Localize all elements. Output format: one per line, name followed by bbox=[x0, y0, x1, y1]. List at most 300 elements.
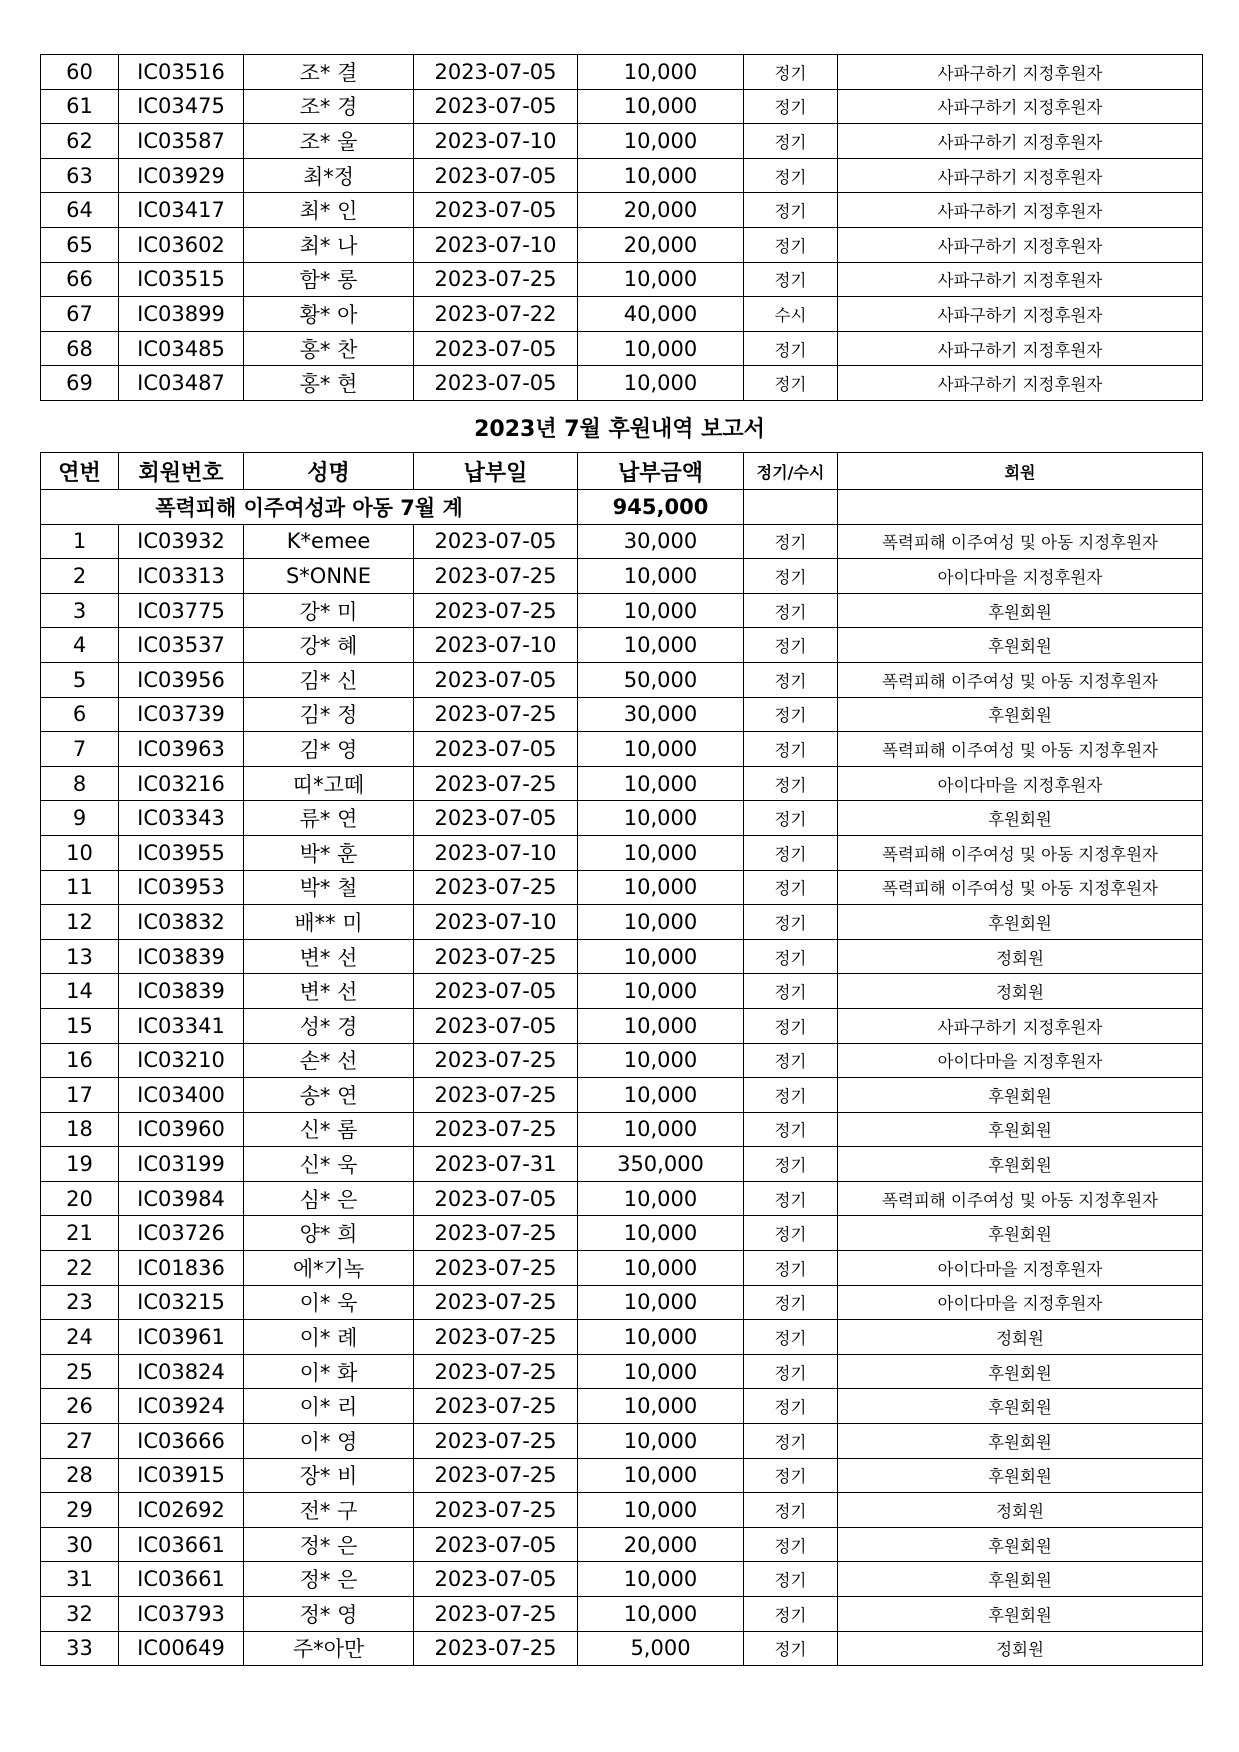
member-id: IC03824 bbox=[119, 1354, 244, 1389]
member-id: IC03400 bbox=[119, 1078, 244, 1113]
table-row bbox=[41, 1458, 1203, 1493]
member-id: IC03341 bbox=[119, 1008, 244, 1043]
payment-amount: 10,000 bbox=[578, 1354, 744, 1389]
payment-amount: 10,000 bbox=[578, 1597, 744, 1632]
member-type: 사파구하기 지정후원자 bbox=[838, 262, 1203, 297]
payment-amount: 50,000 bbox=[578, 662, 744, 697]
member-name: 류* 연 bbox=[244, 801, 414, 836]
member-id: IC03537 bbox=[119, 628, 244, 663]
payment-date: 2023-07-25 bbox=[414, 1458, 578, 1493]
table-row bbox=[41, 593, 1203, 628]
member-id: IC01836 bbox=[119, 1251, 244, 1286]
payment-amount: 10,000 bbox=[578, 732, 744, 767]
payment-type: 정기 bbox=[744, 801, 838, 836]
member-type: 후원회원 bbox=[838, 801, 1203, 836]
subtotal-label: 폭력피해 이주여성과 아동 7월 계 bbox=[41, 490, 578, 525]
table-row bbox=[41, 158, 1203, 193]
member-type: 아이다마을 지정후원자 bbox=[838, 1043, 1203, 1078]
table-row bbox=[41, 124, 1203, 159]
member-id: IC00649 bbox=[119, 1631, 244, 1666]
table-row bbox=[41, 697, 1203, 732]
row-index: 6 bbox=[41, 697, 119, 732]
row-index: 12 bbox=[41, 905, 119, 940]
payment-type: 정기 bbox=[744, 524, 838, 559]
payment-date: 2023-07-05 bbox=[414, 89, 578, 124]
row-index: 19 bbox=[41, 1147, 119, 1182]
payment-type: 정기 bbox=[744, 158, 838, 193]
table-row bbox=[41, 939, 1203, 974]
member-name: 이* 화 bbox=[244, 1354, 414, 1389]
table-row bbox=[41, 262, 1203, 297]
subtotal-row bbox=[41, 490, 1203, 525]
member-type: 후원회원 bbox=[838, 1147, 1203, 1182]
payment-type: 정기 bbox=[744, 1285, 838, 1320]
member-type: 후원회원 bbox=[838, 1112, 1203, 1147]
payment-date: 2023-07-10 bbox=[414, 835, 578, 870]
table-row bbox=[41, 1008, 1203, 1043]
header-type: 정기/수시 bbox=[744, 453, 838, 490]
payment-type: 정기 bbox=[744, 870, 838, 905]
table-row bbox=[41, 1216, 1203, 1251]
row-index: 11 bbox=[41, 870, 119, 905]
payment-date: 2023-07-25 bbox=[414, 1043, 578, 1078]
member-name: 이* 영 bbox=[244, 1424, 414, 1459]
row-index: 31 bbox=[41, 1562, 119, 1597]
member-type: 폭력피해 이주여성 및 아동 지정후원자 bbox=[838, 1181, 1203, 1216]
member-name: 정* 은 bbox=[244, 1562, 414, 1597]
payment-amount: 10,000 bbox=[578, 870, 744, 905]
header-member-id: 회원번호 bbox=[119, 453, 244, 490]
member-id: IC03417 bbox=[119, 193, 244, 228]
table-row bbox=[41, 1389, 1203, 1424]
member-type: 사파구하기 지정후원자 bbox=[838, 1008, 1203, 1043]
member-name: 조* 결 bbox=[244, 55, 414, 90]
member-type: 사파구하기 지정후원자 bbox=[838, 55, 1203, 90]
table-row bbox=[41, 801, 1203, 836]
member-id: IC03984 bbox=[119, 1181, 244, 1216]
payment-type: 정기 bbox=[744, 1458, 838, 1493]
member-type: 후원회원 bbox=[838, 1424, 1203, 1459]
table-row bbox=[41, 227, 1203, 262]
payment-amount: 10,000 bbox=[578, 1181, 744, 1216]
payment-amount: 10,000 bbox=[578, 1493, 744, 1528]
member-name: 강* 미 bbox=[244, 593, 414, 628]
payment-type: 정기 bbox=[744, 262, 838, 297]
member-type: 사파구하기 지정후원자 bbox=[838, 89, 1203, 124]
subtotal-amount: 945,000 bbox=[578, 490, 744, 525]
payment-date: 2023-07-05 bbox=[414, 662, 578, 697]
row-index: 29 bbox=[41, 1493, 119, 1528]
member-type: 사파구하기 지정후원자 bbox=[838, 366, 1203, 401]
member-id: IC03661 bbox=[119, 1562, 244, 1597]
payment-type: 정기 bbox=[744, 124, 838, 159]
payment-amount: 10,000 bbox=[578, 628, 744, 663]
member-type: 폭력피해 이주여성 및 아동 지정후원자 bbox=[838, 870, 1203, 905]
table-row bbox=[41, 1251, 1203, 1286]
subtotal-empty-type bbox=[744, 490, 838, 525]
row-index: 33 bbox=[41, 1631, 119, 1666]
table-row bbox=[41, 974, 1203, 1009]
member-id: IC03199 bbox=[119, 1147, 244, 1182]
payment-type: 정기 bbox=[744, 1527, 838, 1562]
table-row bbox=[41, 193, 1203, 228]
payment-type: 정기 bbox=[744, 366, 838, 401]
member-type: 후원회원 bbox=[838, 1597, 1203, 1632]
previous-page-table bbox=[40, 54, 1203, 401]
table-row bbox=[41, 835, 1203, 870]
payment-type: 정기 bbox=[744, 1112, 838, 1147]
payment-date: 2023-07-10 bbox=[414, 124, 578, 159]
payment-date: 2023-07-05 bbox=[414, 193, 578, 228]
member-type: 폭력피해 이주여성 및 아동 지정후원자 bbox=[838, 732, 1203, 767]
table-row bbox=[41, 628, 1203, 663]
member-type: 폭력피해 이주여성 및 아동 지정후원자 bbox=[838, 662, 1203, 697]
table-row bbox=[41, 1181, 1203, 1216]
row-index: 14 bbox=[41, 974, 119, 1009]
payment-amount: 10,000 bbox=[578, 1320, 744, 1355]
member-type: 아이다마을 지정후원자 bbox=[838, 1251, 1203, 1286]
payment-date: 2023-07-05 bbox=[414, 55, 578, 90]
row-index: 9 bbox=[41, 801, 119, 836]
member-type: 후원회원 bbox=[838, 593, 1203, 628]
payment-amount: 10,000 bbox=[578, 766, 744, 801]
payment-amount: 10,000 bbox=[578, 1389, 744, 1424]
payment-type: 정기 bbox=[744, 193, 838, 228]
payment-type: 정기 bbox=[744, 628, 838, 663]
payment-amount: 10,000 bbox=[578, 593, 744, 628]
table-row bbox=[41, 1424, 1203, 1459]
member-id: IC02692 bbox=[119, 1493, 244, 1528]
row-index: 67 bbox=[41, 297, 119, 332]
row-index: 7 bbox=[41, 732, 119, 767]
member-type: 사파구하기 지정후원자 bbox=[838, 124, 1203, 159]
row-index: 28 bbox=[41, 1458, 119, 1493]
member-type: 후원회원 bbox=[838, 1216, 1203, 1251]
member-id: IC03793 bbox=[119, 1597, 244, 1632]
payment-amount: 10,000 bbox=[578, 1458, 744, 1493]
table-row bbox=[41, 766, 1203, 801]
member-id: IC03832 bbox=[119, 905, 244, 940]
member-type: 후원회원 bbox=[838, 1389, 1203, 1424]
row-index: 22 bbox=[41, 1251, 119, 1286]
payment-type: 정기 bbox=[744, 1181, 838, 1216]
row-index: 65 bbox=[41, 227, 119, 262]
payment-type: 정기 bbox=[744, 1147, 838, 1182]
payment-type: 정기 bbox=[744, 1493, 838, 1528]
donation-report-table bbox=[40, 452, 1203, 1666]
payment-date: 2023-07-25 bbox=[414, 1112, 578, 1147]
member-name: 조* 울 bbox=[244, 124, 414, 159]
payment-type: 정기 bbox=[744, 89, 838, 124]
member-type: 아이다마을 지정후원자 bbox=[838, 1285, 1203, 1320]
payment-type: 정기 bbox=[744, 593, 838, 628]
row-index: 3 bbox=[41, 593, 119, 628]
header-amount: 납부금액 bbox=[578, 453, 744, 490]
member-name: 전* 구 bbox=[244, 1493, 414, 1528]
payment-amount: 30,000 bbox=[578, 524, 744, 559]
member-type: 정회원 bbox=[838, 1320, 1203, 1355]
member-type: 아이다마을 지정후원자 bbox=[838, 766, 1203, 801]
payment-date: 2023-07-25 bbox=[414, 1354, 578, 1389]
row-index: 5 bbox=[41, 662, 119, 697]
member-id: IC03666 bbox=[119, 1424, 244, 1459]
row-index: 68 bbox=[41, 331, 119, 366]
member-name: 신* 욱 bbox=[244, 1147, 414, 1182]
payment-amount: 10,000 bbox=[578, 835, 744, 870]
member-type: 사파구하기 지정후원자 bbox=[838, 297, 1203, 332]
payment-amount: 350,000 bbox=[578, 1147, 744, 1182]
row-index: 32 bbox=[41, 1597, 119, 1632]
payment-amount: 10,000 bbox=[578, 1562, 744, 1597]
payment-amount: 40,000 bbox=[578, 297, 744, 332]
header-payment-date: 납부일 bbox=[414, 453, 578, 490]
member-name: 함* 롱 bbox=[244, 262, 414, 297]
payment-type: 정기 bbox=[744, 662, 838, 697]
member-name: 박* 철 bbox=[244, 870, 414, 905]
payment-amount: 10,000 bbox=[578, 89, 744, 124]
member-id: IC03839 bbox=[119, 939, 244, 974]
payment-date: 2023-07-05 bbox=[414, 1181, 578, 1216]
member-id: IC03960 bbox=[119, 1112, 244, 1147]
payment-type: 정기 bbox=[744, 1631, 838, 1666]
member-type: 후원회원 bbox=[838, 1458, 1203, 1493]
member-id: IC03516 bbox=[119, 55, 244, 90]
payment-date: 2023-07-05 bbox=[414, 732, 578, 767]
member-id: IC03956 bbox=[119, 662, 244, 697]
row-index: 10 bbox=[41, 835, 119, 870]
member-type: 아이다마을 지정후원자 bbox=[838, 559, 1203, 594]
report-title: 2023년 7월 후원내역 보고서 bbox=[474, 417, 765, 442]
table-row bbox=[41, 1527, 1203, 1562]
table-row bbox=[41, 1078, 1203, 1113]
payment-amount: 10,000 bbox=[578, 1078, 744, 1113]
payment-amount: 5,000 bbox=[578, 1631, 744, 1666]
member-id: IC03216 bbox=[119, 766, 244, 801]
payment-type: 정기 bbox=[744, 1562, 838, 1597]
payment-date: 2023-07-25 bbox=[414, 1493, 578, 1528]
table-row bbox=[41, 89, 1203, 124]
payment-date: 2023-07-22 bbox=[414, 297, 578, 332]
member-name: 김* 정 bbox=[244, 697, 414, 732]
payment-type: 정기 bbox=[744, 1008, 838, 1043]
payment-type: 정기 bbox=[744, 939, 838, 974]
payment-date: 2023-07-25 bbox=[414, 1389, 578, 1424]
payment-date: 2023-07-25 bbox=[414, 559, 578, 594]
payment-amount: 10,000 bbox=[578, 1043, 744, 1078]
member-type: 후원회원 bbox=[838, 1527, 1203, 1562]
member-id: IC03739 bbox=[119, 697, 244, 732]
payment-date: 2023-07-25 bbox=[414, 1424, 578, 1459]
subtotal-empty-member bbox=[838, 490, 1203, 525]
table-row bbox=[41, 1112, 1203, 1147]
member-id: IC03475 bbox=[119, 89, 244, 124]
table-row bbox=[41, 1493, 1203, 1528]
payment-type: 정기 bbox=[744, 1597, 838, 1632]
member-id: IC03215 bbox=[119, 1285, 244, 1320]
row-index: 23 bbox=[41, 1285, 119, 1320]
member-id: IC03726 bbox=[119, 1216, 244, 1251]
payment-type: 정기 bbox=[744, 835, 838, 870]
payment-date: 2023-07-10 bbox=[414, 628, 578, 663]
member-name: 최* 인 bbox=[244, 193, 414, 228]
member-id: IC03343 bbox=[119, 801, 244, 836]
payment-date: 2023-07-10 bbox=[414, 227, 578, 262]
row-index: 21 bbox=[41, 1216, 119, 1251]
member-id: IC03485 bbox=[119, 331, 244, 366]
table-row bbox=[41, 559, 1203, 594]
member-name: 홍* 찬 bbox=[244, 331, 414, 366]
row-index: 24 bbox=[41, 1320, 119, 1355]
table-row bbox=[41, 905, 1203, 940]
row-index: 69 bbox=[41, 366, 119, 401]
member-id: IC03915 bbox=[119, 1458, 244, 1493]
payment-amount: 10,000 bbox=[578, 124, 744, 159]
member-name: 박* 훈 bbox=[244, 835, 414, 870]
member-type: 폭력피해 이주여성 및 아동 지정후원자 bbox=[838, 835, 1203, 870]
payment-date: 2023-07-25 bbox=[414, 939, 578, 974]
payment-amount: 10,000 bbox=[578, 974, 744, 1009]
payment-date: 2023-07-25 bbox=[414, 870, 578, 905]
payment-amount: 10,000 bbox=[578, 1251, 744, 1286]
payment-date: 2023-07-25 bbox=[414, 1320, 578, 1355]
member-name: 이* 리 bbox=[244, 1389, 414, 1424]
member-type: 사파구하기 지정후원자 bbox=[838, 227, 1203, 262]
member-name: 김* 신 bbox=[244, 662, 414, 697]
member-name: 성* 경 bbox=[244, 1008, 414, 1043]
member-name: 띠*고떼 bbox=[244, 766, 414, 801]
member-name: 배** 미 bbox=[244, 905, 414, 940]
member-name: 변* 선 bbox=[244, 939, 414, 974]
member-type: 후원회원 bbox=[838, 1354, 1203, 1389]
row-index: 17 bbox=[41, 1078, 119, 1113]
payment-date: 2023-07-25 bbox=[414, 1631, 578, 1666]
table-row bbox=[41, 297, 1203, 332]
payment-type: 정기 bbox=[744, 227, 838, 262]
table-row bbox=[41, 1354, 1203, 1389]
member-name: 강* 혜 bbox=[244, 628, 414, 663]
member-type: 후원회원 bbox=[838, 697, 1203, 732]
payment-date: 2023-07-25 bbox=[414, 593, 578, 628]
member-type: 후원회원 bbox=[838, 1562, 1203, 1597]
row-index: 18 bbox=[41, 1112, 119, 1147]
member-type: 후원회원 bbox=[838, 628, 1203, 663]
table-row bbox=[41, 870, 1203, 905]
payment-type: 정기 bbox=[744, 331, 838, 366]
member-id: IC03313 bbox=[119, 559, 244, 594]
payment-date: 2023-07-25 bbox=[414, 1251, 578, 1286]
payment-amount: 10,000 bbox=[578, 55, 744, 90]
table-row bbox=[41, 732, 1203, 767]
payment-type: 정기 bbox=[744, 1424, 838, 1459]
payment-amount: 20,000 bbox=[578, 1527, 744, 1562]
member-name: 양* 희 bbox=[244, 1216, 414, 1251]
member-name: K*emee bbox=[244, 524, 414, 559]
member-name: 정* 은 bbox=[244, 1527, 414, 1562]
row-index: 15 bbox=[41, 1008, 119, 1043]
member-id: IC03929 bbox=[119, 158, 244, 193]
payment-type: 정기 bbox=[744, 1389, 838, 1424]
row-index: 26 bbox=[41, 1389, 119, 1424]
payment-amount: 10,000 bbox=[578, 905, 744, 940]
payment-date: 2023-07-05 bbox=[414, 158, 578, 193]
table-row bbox=[41, 1562, 1203, 1597]
payment-amount: 10,000 bbox=[578, 939, 744, 974]
row-index: 2 bbox=[41, 559, 119, 594]
payment-type: 정기 bbox=[744, 766, 838, 801]
member-id: IC03602 bbox=[119, 227, 244, 262]
member-name: 에*기녹 bbox=[244, 1251, 414, 1286]
member-name: 이* 례 bbox=[244, 1320, 414, 1355]
member-id: IC03587 bbox=[119, 124, 244, 159]
payment-date: 2023-07-25 bbox=[414, 262, 578, 297]
table-row bbox=[41, 55, 1203, 90]
member-name: 정* 영 bbox=[244, 1597, 414, 1632]
member-name: 최* 나 bbox=[244, 227, 414, 262]
row-index: 1 bbox=[41, 524, 119, 559]
payment-type: 정기 bbox=[744, 1216, 838, 1251]
payment-date: 2023-07-05 bbox=[414, 524, 578, 559]
payment-amount: 10,000 bbox=[578, 262, 744, 297]
payment-amount: 10,000 bbox=[578, 1216, 744, 1251]
member-id: IC03963 bbox=[119, 732, 244, 767]
payment-date: 2023-07-25 bbox=[414, 1285, 578, 1320]
member-name: 홍* 현 bbox=[244, 366, 414, 401]
payment-date: 2023-07-05 bbox=[414, 331, 578, 366]
header-row bbox=[41, 453, 1203, 490]
member-id: IC03515 bbox=[119, 262, 244, 297]
payment-amount: 10,000 bbox=[578, 801, 744, 836]
payment-type: 정기 bbox=[744, 905, 838, 940]
member-type: 사파구하기 지정후원자 bbox=[838, 158, 1203, 193]
payment-amount: 10,000 bbox=[578, 1424, 744, 1459]
payment-type: 정기 bbox=[744, 55, 838, 90]
row-index: 30 bbox=[41, 1527, 119, 1562]
member-type: 폭력피해 이주여성 및 아동 지정후원자 bbox=[838, 524, 1203, 559]
payment-amount: 10,000 bbox=[578, 366, 744, 401]
payment-amount: 10,000 bbox=[578, 1112, 744, 1147]
payment-date: 2023-07-10 bbox=[414, 905, 578, 940]
header-index: 연번 bbox=[41, 453, 119, 490]
member-type: 정회원 bbox=[838, 974, 1203, 1009]
header-name: 성명 bbox=[244, 453, 414, 490]
member-name: 주*아만 bbox=[244, 1631, 414, 1666]
payment-type: 정기 bbox=[744, 697, 838, 732]
member-type: 정회원 bbox=[838, 1631, 1203, 1666]
payment-date: 2023-07-25 bbox=[414, 1078, 578, 1113]
payment-date: 2023-07-25 bbox=[414, 697, 578, 732]
payment-date: 2023-07-25 bbox=[414, 766, 578, 801]
row-index: 13 bbox=[41, 939, 119, 974]
payment-type: 정기 bbox=[744, 1320, 838, 1355]
row-index: 25 bbox=[41, 1354, 119, 1389]
payment-type: 정기 bbox=[744, 1251, 838, 1286]
member-name: 신* 롬 bbox=[244, 1112, 414, 1147]
row-index: 64 bbox=[41, 193, 119, 228]
member-name: 손* 선 bbox=[244, 1043, 414, 1078]
payment-amount: 30,000 bbox=[578, 697, 744, 732]
row-index: 66 bbox=[41, 262, 119, 297]
payment-type: 정기 bbox=[744, 1354, 838, 1389]
member-id: IC03924 bbox=[119, 1389, 244, 1424]
member-type: 후원회원 bbox=[838, 905, 1203, 940]
table-row bbox=[41, 331, 1203, 366]
member-name: 조* 경 bbox=[244, 89, 414, 124]
table-row bbox=[41, 1043, 1203, 1078]
member-name: S*ONNE bbox=[244, 559, 414, 594]
header-member-type: 회원 bbox=[838, 453, 1203, 490]
table-row bbox=[41, 1320, 1203, 1355]
table-row bbox=[41, 366, 1203, 401]
